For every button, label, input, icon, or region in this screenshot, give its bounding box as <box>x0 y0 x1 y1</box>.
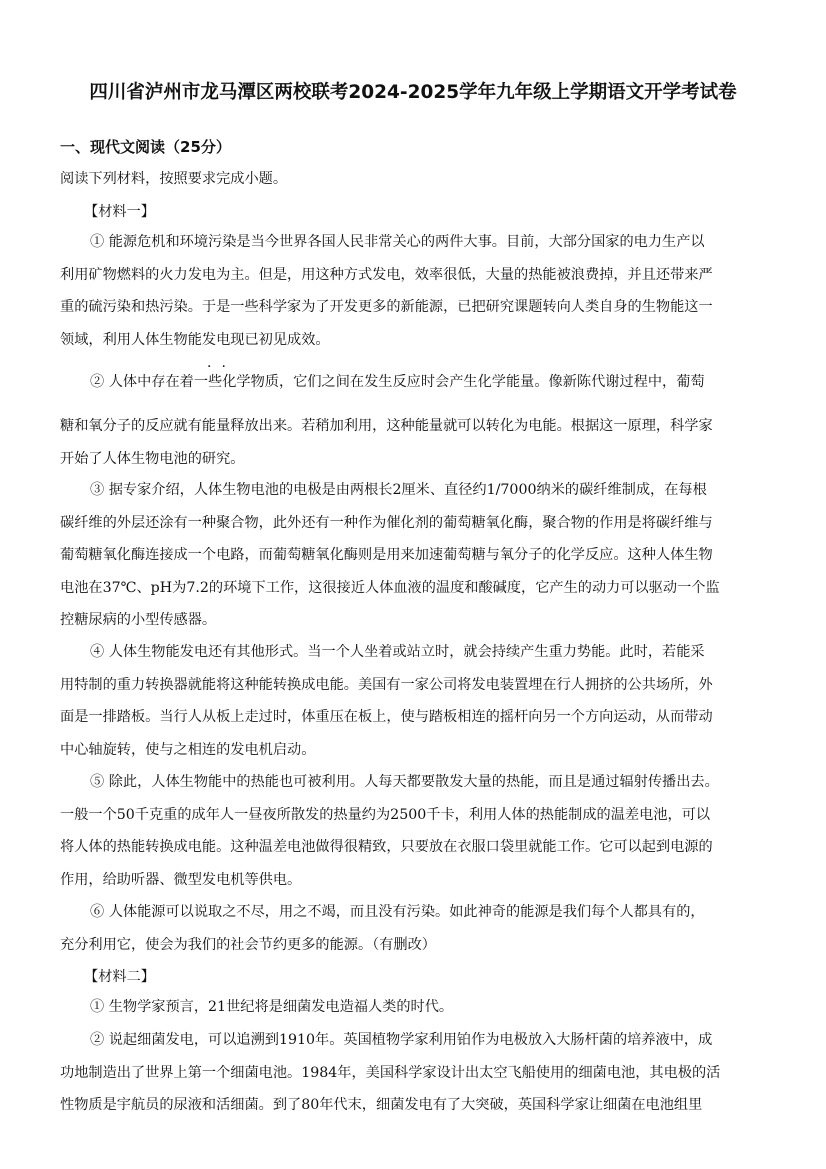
paragraph-line: 控糖尿病的小型传感器。 <box>60 612 217 628</box>
material1-paragraph-3 <box>60 474 770 637</box>
material1-paragraph-5 <box>60 766 770 896</box>
paragraph-line: 将人体的热能转换成电能。这种温差电池做得很精致，只要放在衣服口袋里就能工作。它可以起到电源的 <box>60 839 713 855</box>
paragraph-line: 开始了人体生物电池的研究。 <box>60 450 245 467</box>
paragraph-line: ② 人体中存在着一些化学物质，它们之间在发生反应时会产生化学能量。像新陈代谢过程中，葡萄 <box>90 374 705 390</box>
paragraph-line: 利用矿物燃料的火力发电为主。但是，用这种方式发电，效率很低，大量的热能被浪费掉，并且还带来严 <box>60 266 713 283</box>
paragraph-line: 性物质是宇航员的尿液和活细菌。到了80年代末，细菌发电有了大突破，英国科学家让细菌在电池组里 <box>60 1097 703 1113</box>
paragraph-line: ⑤ 除此，人体生物能中的热能也可被利用。人每天都要散发大量的热能，而且是通过辐射传播出去。 <box>90 774 719 790</box>
paragraph-line: ④ 人体生物能发电还有其他形式。当一个人坐着或站立时，就会持续产生重力势能。此时，若能采 <box>90 644 705 660</box>
section-heading: 一、现代文阅读（25分） <box>60 138 231 156</box>
paragraph-line: 中心轴旋转，使与之相连的发电机启动。 <box>60 741 316 758</box>
paragraph-line: 领域，利用人体生物能发电现已初见成效。 <box>60 331 330 348</box>
paragraph-line: ③ 据专家介绍，人体生物电池的电极是由两根长2厘米、直径约1/7000纳米的碳纤维制成，在每根 <box>90 482 707 498</box>
paragraph-line: 葡萄糖氧化酶连接成一个电路，而葡萄糖氧化酶则是用来加速葡萄糖与氧分子的化学反应。这种人体生物 <box>60 547 713 563</box>
material2-paragraph-1 <box>60 991 770 1024</box>
paragraph-line: ① 能源危机和环境污染是当今世界各国人民非常关心的两件大事。目前，大部分国家的电力生产以 <box>90 234 705 250</box>
paragraph-line: 功地制造出了世界上第一个细菌电池。1984年，美国科学家设计出太空飞船使用的细菌电池，其电极的活 <box>60 1064 721 1081</box>
paragraph-line: 糖和氧分子的反应就有能量释放出来。若稍加利用，这种能量就可以转化为电能。根据这一原理，科学家 <box>60 418 713 434</box>
material1-label: 【材料一】 <box>84 204 155 220</box>
paragraph-line: 重的硫污染和热污染。于是一些科学家为了开发更多的新能源，已把研究课题转向人类自身的生物能这一 <box>60 299 713 315</box>
paragraph-line: 电池在37℃、pH为7.2的环境下工作，这很接近人体血液的温度和酸碱度，它产生的动力可以驱动一个监 <box>60 579 720 596</box>
material1-paragraph-1 <box>60 226 770 356</box>
material2-paragraph-2 <box>60 1024 770 1122</box>
material1-paragraph-4 <box>60 636 770 766</box>
paragraph-line: 面是一排踏板。当行人从板上走过时，体重压在板上，使与踏板相连的摇杆向另一个方向运动，从而带动 <box>60 709 713 725</box>
paragraph-line: 碳纤维的外层还涂有一种聚合物，此外还有一种作为催化剂的葡萄糖氧化酶，聚合物的作用是将碳纤维与 <box>60 514 713 531</box>
page-title: 四川省泸州市龙马潭区两校联考2024-2025学年九年级上学期语文开学考试卷 <box>89 82 737 103</box>
paragraph-line: 一般一个50千克重的成年人一昼夜所散发的热量约为2500千卡，利用人体的热能制成的温差电池，可以 <box>60 806 711 823</box>
material1-paragraph-2 <box>60 366 770 475</box>
material1-paragraph-6 <box>60 896 770 961</box>
material2-label: 【材料二】 <box>84 969 155 985</box>
paragraph-line: 用特制的重力转换器就能将这种能转换成电能。美国有一家公司将发电装置埋在行人拥挤的公共场所，外 <box>60 676 713 693</box>
emphasis-dots: ·· <box>207 359 236 375</box>
paragraph-line: ⑥ 人体能源可以说取之不尽，用之不竭，而且没有污染。如此神奇的能源是我们每个人都具有的， <box>90 904 705 920</box>
paragraph-line: 作用，给助听器、微型发电机等供电。 <box>60 871 302 888</box>
paragraph-line: ② 说起细菌发电，可以追溯到1910年。英国植物学家利用铂作为电极放入大肠杆菌的培养液中，成 <box>90 1032 713 1048</box>
instruction-text: 阅读下列材料，按照要求完成小题。 <box>60 171 288 187</box>
paragraph-line: 充分利用它，使会为我们的社会节约更多的能源。（有删改） <box>60 936 436 953</box>
paragraph-line: ① 生物学家预言，21世纪将是细菌发电造福人类的时代。 <box>90 999 454 1015</box>
